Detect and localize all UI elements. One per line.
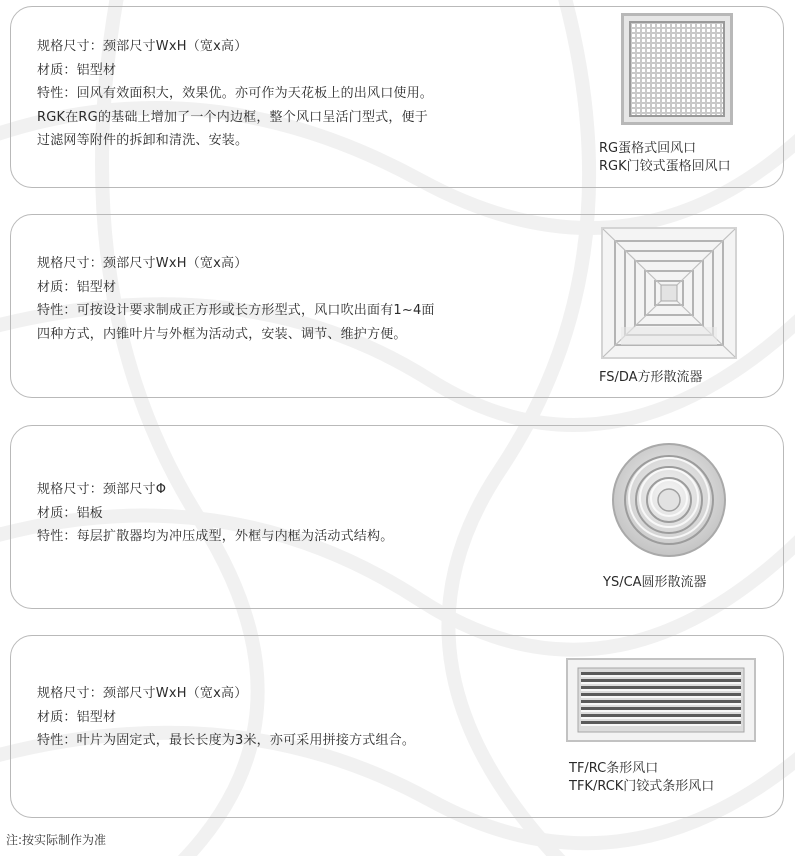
caption-line1: TF/RC条形风口 [569, 761, 659, 776]
spec-material: 材质：铝板 [37, 505, 104, 521]
spec-material: 材质：铝型材 [37, 279, 117, 295]
product-caption [599, 140, 731, 176]
linear-slot-grille-icon [566, 658, 756, 742]
caption-line1: FS/DA方形散流器 [599, 370, 703, 385]
spec-feature-line2: 四种方式，内锥叶片与外框为活动式，安装、调节、维护方便。 [37, 326, 407, 342]
product-card-rg [10, 6, 784, 188]
spec-size: 规格尺寸：颈部尺寸WxH（宽x高） [37, 39, 248, 54]
spec-text [37, 682, 415, 753]
round-diffuser-icon [611, 442, 727, 558]
caption-line1: YS/CA圆形散流器 [603, 575, 707, 590]
spec-feature: 特性：叶片为固定式，最长长度为3米，亦可采用拼接方式组合。 [37, 733, 416, 748]
egg-crate-grille-icon [621, 13, 733, 125]
square-diffuser-icon [601, 227, 737, 359]
product-card-ys [10, 425, 784, 609]
product-caption [603, 574, 707, 592]
spec-size: 规格尺寸：颈部尺寸WxH（宽x高） [37, 686, 248, 701]
product-caption [599, 369, 703, 387]
spec-feature-line3: 过滤网等附件的拆卸和清洗、安装。 [37, 133, 249, 148]
product-caption [569, 760, 714, 796]
spec-text [37, 478, 393, 549]
spec-size: 规格尺寸：颈部尺寸WxH（宽x高） [37, 256, 248, 271]
spec-text [37, 252, 435, 346]
caption-line2: RGK门铰式蛋格回风口 [599, 159, 731, 174]
product-card-fs [10, 214, 784, 398]
spec-feature: 特性：可按设计要求制成正方形或长方形型式，风口吹出面有1~4面 [37, 303, 435, 318]
product-card-tf [10, 635, 784, 818]
spec-size: 规格尺寸：颈部尺寸Φ [37, 482, 167, 497]
spec-material: 材质：铝型材 [37, 709, 117, 725]
spec-text [37, 35, 433, 153]
caption-line1: RG蛋格式回风口 [599, 141, 697, 156]
spec-feature: 特性：回风有效面积大，效果优。亦可作为天花板上的出风口使用。 [37, 86, 434, 101]
caption-line2: TFK/RCK门铰式条形风口 [569, 779, 715, 794]
spec-feature: 特性：每层扩散器均为冲压成型，外框与内框为活动式结构。 [37, 529, 394, 544]
spec-material: 材质：铝型材 [37, 62, 117, 78]
spec-feature-line2: RGK在RG的基础上增加了一个内边框，整个风口呈活门型式，便于 [37, 109, 428, 125]
footnote: 注:按实际制作为准 [6, 833, 107, 847]
